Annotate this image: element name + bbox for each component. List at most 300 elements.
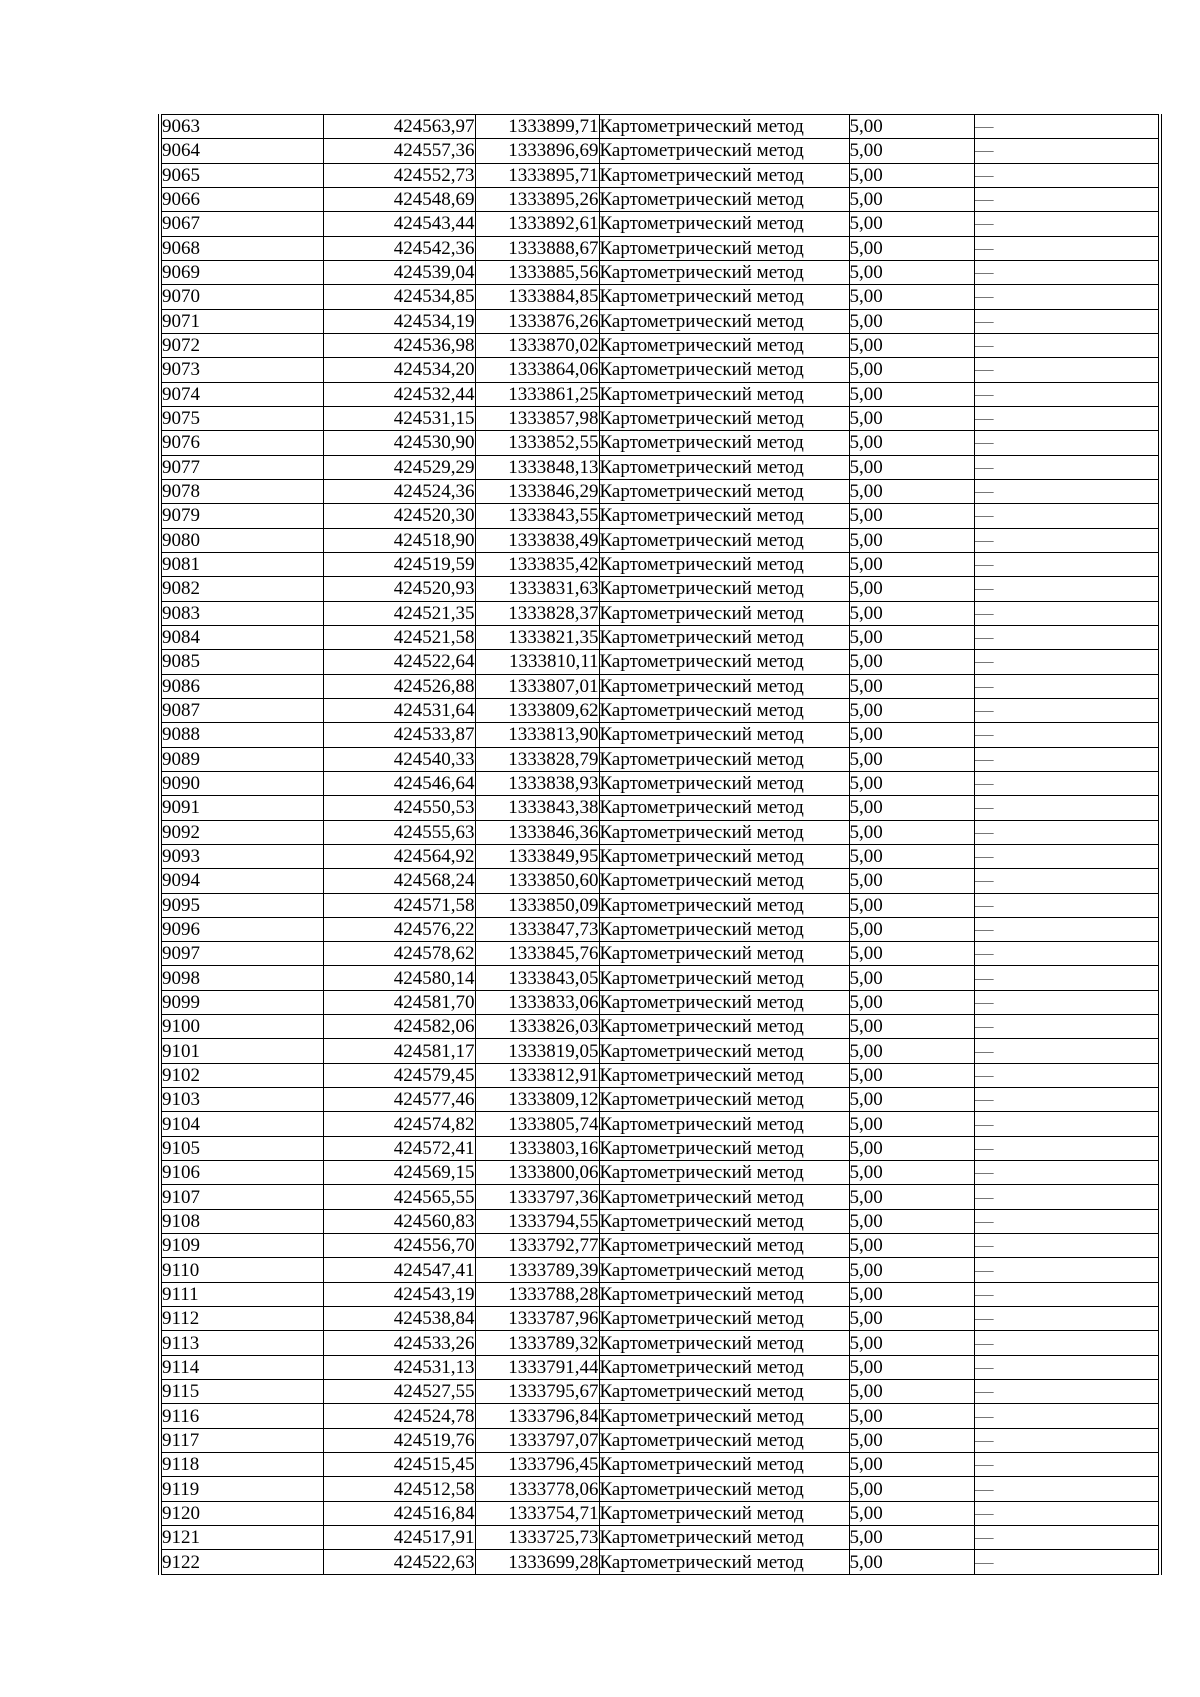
y-coordinate-cell: 1333828,79 (475, 747, 599, 771)
y-coordinate-cell: 1333885,56 (475, 260, 599, 284)
y-coordinate-cell: 1333857,98 (475, 406, 599, 430)
point-number-cell: 9071 (160, 309, 323, 333)
y-coordinate-cell: 1333813,90 (475, 723, 599, 747)
y-coordinate-cell: 1333846,36 (475, 820, 599, 844)
description-cell: — (974, 1209, 1160, 1233)
method-cell: Картометрический метод (599, 1185, 849, 1209)
x-coordinate-cell: 424582,06 (323, 1015, 475, 1039)
point-number-cell: 9075 (160, 406, 323, 430)
accuracy-cell: 5,00 (849, 1428, 974, 1452)
y-coordinate-cell: 1333835,42 (475, 552, 599, 576)
point-number-cell: 9072 (160, 333, 323, 357)
method-cell: Картометрический метод (599, 723, 849, 747)
x-coordinate-cell: 424531,64 (323, 698, 475, 722)
table-row (160, 1501, 1160, 1525)
x-coordinate-cell: 424521,35 (323, 601, 475, 625)
y-coordinate-cell: 1333870,02 (475, 333, 599, 357)
y-coordinate-cell: 1333809,12 (475, 1088, 599, 1112)
accuracy-cell: 5,00 (849, 236, 974, 260)
accuracy-cell: 5,00 (849, 1112, 974, 1136)
point-number-cell: 9102 (160, 1063, 323, 1087)
point-number-cell: 9101 (160, 1039, 323, 1063)
x-coordinate-cell: 424548,69 (323, 187, 475, 211)
accuracy-cell: 5,00 (849, 698, 974, 722)
point-number-cell: 9069 (160, 260, 323, 284)
method-cell: Картометрический метод (599, 187, 849, 211)
x-coordinate-cell: 424564,92 (323, 844, 475, 868)
y-coordinate-cell: 1333845,76 (475, 942, 599, 966)
description-cell: — (974, 504, 1160, 528)
point-number-cell: 9097 (160, 942, 323, 966)
table-row (160, 1307, 1160, 1331)
point-number-cell: 9098 (160, 966, 323, 990)
accuracy-cell: 5,00 (849, 139, 974, 163)
point-number-cell: 9082 (160, 577, 323, 601)
x-coordinate-cell: 424519,76 (323, 1428, 475, 1452)
description-cell: — (974, 528, 1160, 552)
accuracy-cell: 5,00 (849, 431, 974, 455)
table-row (160, 1209, 1160, 1233)
point-number-cell: 9083 (160, 601, 323, 625)
x-coordinate-cell: 424557,36 (323, 139, 475, 163)
method-cell: Картометрический метод (599, 455, 849, 479)
y-coordinate-cell: 1333796,45 (475, 1453, 599, 1477)
x-coordinate-cell: 424543,44 (323, 212, 475, 236)
y-coordinate-cell: 1333831,63 (475, 577, 599, 601)
method-cell: Картометрический метод (599, 674, 849, 698)
description-cell: — (974, 358, 1160, 382)
y-coordinate-cell: 1333789,32 (475, 1331, 599, 1355)
description-cell: — (974, 1380, 1160, 1404)
table-row (160, 771, 1160, 795)
y-coordinate-cell: 1333896,69 (475, 139, 599, 163)
table-row (160, 577, 1160, 601)
table-row (160, 1088, 1160, 1112)
description-cell: — (974, 1355, 1160, 1379)
x-coordinate-cell: 424536,98 (323, 333, 475, 357)
accuracy-cell: 5,00 (849, 844, 974, 868)
accuracy-cell: 5,00 (849, 163, 974, 187)
description-cell: — (974, 625, 1160, 649)
y-coordinate-cell: 1333843,05 (475, 966, 599, 990)
description-cell: — (974, 577, 1160, 601)
description-cell: — (974, 187, 1160, 211)
y-coordinate-cell: 1333803,16 (475, 1136, 599, 1160)
description-cell: — (974, 1428, 1160, 1452)
point-number-cell: 9111 (160, 1282, 323, 1306)
accuracy-cell: 5,00 (849, 1063, 974, 1087)
x-coordinate-cell: 424546,64 (323, 771, 475, 795)
point-number-cell: 9115 (160, 1380, 323, 1404)
description-cell: — (974, 431, 1160, 455)
accuracy-cell: 5,00 (849, 990, 974, 1014)
x-coordinate-cell: 424556,70 (323, 1234, 475, 1258)
method-cell: Картометрический метод (599, 1477, 849, 1501)
y-coordinate-cell: 1333794,55 (475, 1209, 599, 1233)
x-coordinate-cell: 424563,97 (323, 115, 475, 139)
x-coordinate-cell: 424571,58 (323, 893, 475, 917)
method-cell: Картометрический метод (599, 1112, 849, 1136)
table-row (160, 1136, 1160, 1160)
description-cell: — (974, 820, 1160, 844)
table-row (160, 674, 1160, 698)
y-coordinate-cell: 1333833,06 (475, 990, 599, 1014)
method-cell: Картометрический метод (599, 260, 849, 284)
point-number-cell: 9087 (160, 698, 323, 722)
description-cell: — (974, 942, 1160, 966)
table-row (160, 1161, 1160, 1185)
description-cell: — (974, 1015, 1160, 1039)
point-number-cell: 9067 (160, 212, 323, 236)
description-cell: — (974, 869, 1160, 893)
method-cell: Картометрический метод (599, 1307, 849, 1331)
description-cell: — (974, 1453, 1160, 1477)
y-coordinate-cell: 1333812,91 (475, 1063, 599, 1087)
description-cell: — (974, 1550, 1160, 1574)
table-row (160, 1526, 1160, 1550)
y-coordinate-cell: 1333847,73 (475, 917, 599, 941)
accuracy-cell: 5,00 (849, 1550, 974, 1574)
accuracy-cell: 5,00 (849, 309, 974, 333)
x-coordinate-cell: 424515,45 (323, 1453, 475, 1477)
accuracy-cell: 5,00 (849, 601, 974, 625)
method-cell: Картометрический метод (599, 942, 849, 966)
method-cell: Картометрический метод (599, 1550, 849, 1574)
accuracy-cell: 5,00 (849, 1015, 974, 1039)
y-coordinate-cell: 1333849,95 (475, 844, 599, 868)
y-coordinate-cell: 1333876,26 (475, 309, 599, 333)
accuracy-cell: 5,00 (849, 942, 974, 966)
description-cell: — (974, 1088, 1160, 1112)
x-coordinate-cell: 424580,14 (323, 966, 475, 990)
table-row (160, 820, 1160, 844)
description-cell: — (974, 796, 1160, 820)
method-cell: Картометрический метод (599, 1355, 849, 1379)
x-coordinate-cell: 424540,33 (323, 747, 475, 771)
description-cell: — (974, 479, 1160, 503)
method-cell: Картометрический метод (599, 504, 849, 528)
description-cell: — (974, 1234, 1160, 1258)
description-cell: — (974, 1331, 1160, 1355)
description-cell: — (974, 455, 1160, 479)
method-cell: Картометрический метод (599, 236, 849, 260)
description-cell: — (974, 163, 1160, 187)
point-number-cell: 9099 (160, 990, 323, 1014)
description-cell: — (974, 1501, 1160, 1525)
description-cell: — (974, 236, 1160, 260)
table-row (160, 1380, 1160, 1404)
point-number-cell: 9108 (160, 1209, 323, 1233)
accuracy-cell: 5,00 (849, 1380, 974, 1404)
point-number-cell: 9070 (160, 285, 323, 309)
accuracy-cell: 5,00 (849, 115, 974, 139)
description-cell: — (974, 285, 1160, 309)
y-coordinate-cell: 1333843,55 (475, 504, 599, 528)
y-coordinate-cell: 1333892,61 (475, 212, 599, 236)
point-number-cell: 9121 (160, 1526, 323, 1550)
x-coordinate-cell: 424577,46 (323, 1088, 475, 1112)
x-coordinate-cell: 424578,62 (323, 942, 475, 966)
accuracy-cell: 5,00 (849, 1136, 974, 1160)
method-cell: Картометрический метод (599, 869, 849, 893)
y-coordinate-cell: 1333795,67 (475, 1380, 599, 1404)
method-cell: Картометрический метод (599, 1282, 849, 1306)
table-row (160, 796, 1160, 820)
method-cell: Картометрический метод (599, 358, 849, 382)
accuracy-cell: 5,00 (849, 455, 974, 479)
table-row (160, 1039, 1160, 1063)
accuracy-cell: 5,00 (849, 1234, 974, 1258)
x-coordinate-cell: 424521,58 (323, 625, 475, 649)
description-cell: — (974, 1307, 1160, 1331)
y-coordinate-cell: 1333843,38 (475, 796, 599, 820)
table-row (160, 1453, 1160, 1477)
point-number-cell: 9117 (160, 1428, 323, 1452)
accuracy-cell: 5,00 (849, 1355, 974, 1379)
y-coordinate-cell: 1333864,06 (475, 358, 599, 382)
description-cell: — (974, 382, 1160, 406)
accuracy-cell: 5,00 (849, 1307, 974, 1331)
x-coordinate-cell: 424539,04 (323, 260, 475, 284)
y-coordinate-cell: 1333895,26 (475, 187, 599, 211)
accuracy-cell: 5,00 (849, 1185, 974, 1209)
y-coordinate-cell: 1333838,93 (475, 771, 599, 795)
x-coordinate-cell: 424569,15 (323, 1161, 475, 1185)
method-cell: Картометрический метод (599, 382, 849, 406)
table-row (160, 1477, 1160, 1501)
y-coordinate-cell: 1333846,29 (475, 479, 599, 503)
x-coordinate-cell: 424520,93 (323, 577, 475, 601)
method-cell: Картометрический метод (599, 990, 849, 1014)
x-coordinate-cell: 424533,26 (323, 1331, 475, 1355)
accuracy-cell: 5,00 (849, 723, 974, 747)
method-cell: Картометрический метод (599, 917, 849, 941)
description-cell: — (974, 1112, 1160, 1136)
description-cell: — (974, 1258, 1160, 1282)
table-row (160, 1331, 1160, 1355)
method-cell: Картометрический метод (599, 1209, 849, 1233)
table-row (160, 1404, 1160, 1428)
accuracy-cell: 5,00 (849, 1258, 974, 1282)
point-number-cell: 9091 (160, 796, 323, 820)
description-cell: — (974, 1404, 1160, 1428)
accuracy-cell: 5,00 (849, 285, 974, 309)
accuracy-cell: 5,00 (849, 577, 974, 601)
point-number-cell: 9107 (160, 1185, 323, 1209)
point-number-cell: 9106 (160, 1161, 323, 1185)
y-coordinate-cell: 1333797,07 (475, 1428, 599, 1452)
description-cell: — (974, 552, 1160, 576)
point-number-cell: 9074 (160, 382, 323, 406)
accuracy-cell: 5,00 (849, 382, 974, 406)
x-coordinate-cell: 424527,55 (323, 1380, 475, 1404)
y-coordinate-cell: 1333899,71 (475, 115, 599, 139)
method-cell: Картометрический метод (599, 333, 849, 357)
point-number-cell: 9078 (160, 479, 323, 503)
method-cell: Картометрический метод (599, 844, 849, 868)
method-cell: Картометрический метод (599, 1234, 849, 1258)
y-coordinate-cell: 1333861,25 (475, 382, 599, 406)
x-coordinate-cell: 424568,24 (323, 869, 475, 893)
point-number-cell: 9077 (160, 455, 323, 479)
method-cell: Картометрический метод (599, 698, 849, 722)
description-cell: — (974, 844, 1160, 868)
x-coordinate-cell: 424531,15 (323, 406, 475, 430)
point-number-cell: 9092 (160, 820, 323, 844)
method-cell: Картометрический метод (599, 577, 849, 601)
x-coordinate-cell: 424534,85 (323, 285, 475, 309)
table-row (160, 1550, 1160, 1574)
table-row (160, 406, 1160, 430)
accuracy-cell: 5,00 (849, 1039, 974, 1063)
table-row (160, 212, 1160, 236)
table-row (160, 358, 1160, 382)
y-coordinate-cell: 1333826,03 (475, 1015, 599, 1039)
x-coordinate-cell: 424560,83 (323, 1209, 475, 1233)
x-coordinate-cell: 424530,90 (323, 431, 475, 455)
table-row (160, 455, 1160, 479)
x-coordinate-cell: 424522,64 (323, 650, 475, 674)
method-cell: Картометрический метод (599, 1039, 849, 1063)
y-coordinate-cell: 1333810,11 (475, 650, 599, 674)
description-cell: — (974, 406, 1160, 430)
y-coordinate-cell: 1333821,35 (475, 625, 599, 649)
x-coordinate-cell: 424531,13 (323, 1355, 475, 1379)
method-cell: Картометрический метод (599, 406, 849, 430)
accuracy-cell: 5,00 (849, 1282, 974, 1306)
y-coordinate-cell: 1333754,71 (475, 1501, 599, 1525)
method-cell: Картометрический метод (599, 479, 849, 503)
description-cell: — (974, 723, 1160, 747)
method-cell: Картометрический метод (599, 650, 849, 674)
table-row (160, 528, 1160, 552)
table-row (160, 1258, 1160, 1282)
point-number-cell: 9120 (160, 1501, 323, 1525)
point-number-cell: 9079 (160, 504, 323, 528)
method-cell: Картометрический метод (599, 1428, 849, 1452)
table-row (160, 1185, 1160, 1209)
method-cell: Картометрический метод (599, 1063, 849, 1087)
point-number-cell: 9100 (160, 1015, 323, 1039)
accuracy-cell: 5,00 (849, 966, 974, 990)
coordinates-table (158, 114, 1162, 1575)
y-coordinate-cell: 1333805,74 (475, 1112, 599, 1136)
x-coordinate-cell: 424555,63 (323, 820, 475, 844)
accuracy-cell: 5,00 (849, 820, 974, 844)
accuracy-cell: 5,00 (849, 1477, 974, 1501)
point-number-cell: 9104 (160, 1112, 323, 1136)
accuracy-cell: 5,00 (849, 504, 974, 528)
table-row (160, 139, 1160, 163)
description-cell: — (974, 309, 1160, 333)
y-coordinate-cell: 1333800,06 (475, 1161, 599, 1185)
point-number-cell: 9063 (160, 115, 323, 139)
point-number-cell: 9089 (160, 747, 323, 771)
y-coordinate-cell: 1333787,96 (475, 1307, 599, 1331)
point-number-cell: 9112 (160, 1307, 323, 1331)
point-number-cell: 9064 (160, 139, 323, 163)
accuracy-cell: 5,00 (849, 1404, 974, 1428)
description-cell: — (974, 747, 1160, 771)
method-cell: Картометрический метод (599, 747, 849, 771)
table-row (160, 1015, 1160, 1039)
point-number-cell: 9076 (160, 431, 323, 455)
table-row (160, 1063, 1160, 1087)
accuracy-cell: 5,00 (849, 406, 974, 430)
y-coordinate-cell: 1333838,49 (475, 528, 599, 552)
x-coordinate-cell: 424529,29 (323, 455, 475, 479)
description-cell: — (974, 1526, 1160, 1550)
accuracy-cell: 5,00 (849, 796, 974, 820)
method-cell: Картометрический метод (599, 1453, 849, 1477)
accuracy-cell: 5,00 (849, 1161, 974, 1185)
y-coordinate-cell: 1333852,55 (475, 431, 599, 455)
table-row (160, 163, 1160, 187)
method-cell: Картометрический метод (599, 285, 849, 309)
table-row (160, 966, 1160, 990)
x-coordinate-cell: 424522,63 (323, 1550, 475, 1574)
method-cell: Картометрический метод (599, 601, 849, 625)
accuracy-cell: 5,00 (849, 1331, 974, 1355)
description-cell: — (974, 990, 1160, 1014)
x-coordinate-cell: 424552,73 (323, 163, 475, 187)
y-coordinate-cell: 1333789,39 (475, 1258, 599, 1282)
table-row (160, 893, 1160, 917)
y-coordinate-cell: 1333807,01 (475, 674, 599, 698)
description-cell: — (974, 212, 1160, 236)
x-coordinate-cell: 424579,45 (323, 1063, 475, 1087)
y-coordinate-cell: 1333895,71 (475, 163, 599, 187)
accuracy-cell: 5,00 (849, 1209, 974, 1233)
accuracy-cell: 5,00 (849, 1453, 974, 1477)
accuracy-cell: 5,00 (849, 771, 974, 795)
point-number-cell: 9065 (160, 163, 323, 187)
point-number-cell: 9118 (160, 1453, 323, 1477)
point-number-cell: 9116 (160, 1404, 323, 1428)
method-cell: Картометрический метод (599, 1501, 849, 1525)
table-row (160, 942, 1160, 966)
table-row (160, 844, 1160, 868)
x-coordinate-cell: 424581,70 (323, 990, 475, 1014)
point-number-cell: 9086 (160, 674, 323, 698)
description-cell: — (974, 1282, 1160, 1306)
point-number-cell: 9105 (160, 1136, 323, 1160)
x-coordinate-cell: 424534,19 (323, 309, 475, 333)
accuracy-cell: 5,00 (849, 1088, 974, 1112)
y-coordinate-cell: 1333850,60 (475, 869, 599, 893)
accuracy-cell: 5,00 (849, 552, 974, 576)
table-row (160, 869, 1160, 893)
x-coordinate-cell: 424516,84 (323, 1501, 475, 1525)
point-number-cell: 9110 (160, 1258, 323, 1282)
y-coordinate-cell: 1333809,62 (475, 698, 599, 722)
point-number-cell: 9109 (160, 1234, 323, 1258)
point-number-cell: 9103 (160, 1088, 323, 1112)
accuracy-cell: 5,00 (849, 333, 974, 357)
y-coordinate-cell: 1333788,28 (475, 1282, 599, 1306)
point-number-cell: 9096 (160, 917, 323, 941)
table-row (160, 552, 1160, 576)
x-coordinate-cell: 424547,41 (323, 1258, 475, 1282)
table-row (160, 723, 1160, 747)
description-cell: — (974, 115, 1160, 139)
table-row (160, 601, 1160, 625)
method-cell: Картометрический метод (599, 1331, 849, 1355)
table-row (160, 309, 1160, 333)
description-cell: — (974, 893, 1160, 917)
description-cell: — (974, 333, 1160, 357)
accuracy-cell: 5,00 (849, 917, 974, 941)
